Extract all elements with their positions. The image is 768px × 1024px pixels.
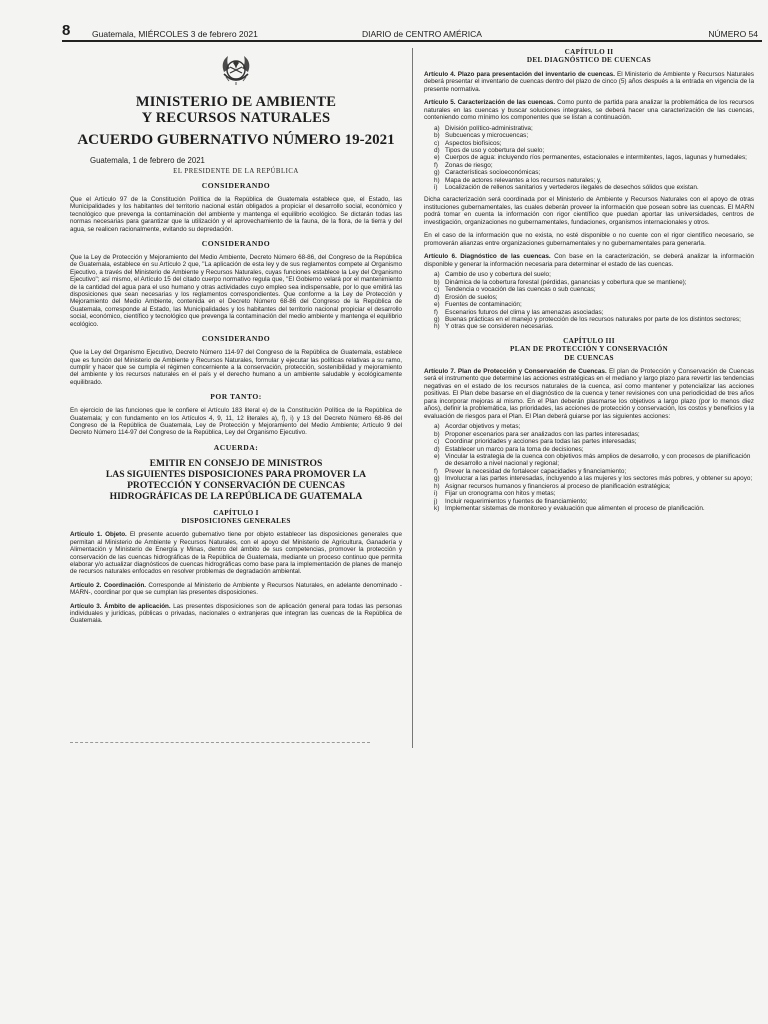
list-item-letter: g) [434,475,440,483]
chapter-heading [424,48,754,65]
list-item-letter: a) [434,271,440,279]
acuerdo-title: ACUERDO GUBERNATIVO NÚMERO 19-2021 [77,132,395,148]
chapter-subtitle: PLAN DE PROTECCIÓN Y CONSERVACIÓN [510,345,668,354]
list-item-text: Involucrar a las partes interesadas, incluyendo a las mujeres y los sectores más pobres, y obtener su apoyo; [445,475,753,483]
list-item-letter: a) [434,423,440,431]
list-item-letter: b) [434,278,440,286]
list-item-text: Asignar recursos humanos y financieros al proceso de planificación estratégica; [445,482,671,490]
list-item [434,286,754,293]
list-item [434,316,754,323]
list-item-letter: f) [434,308,438,316]
list-item [434,446,754,453]
list-item-text: Buenas prácticas en el manejo y protección de los recursos naturales por parte de los distintos sectores; [445,315,741,323]
article-5-list [424,125,754,192]
article-text: El plan de Protección y Conservación de Cuencas será el instrumento que determine las acciones estratégicas en el mediano y largo plazo para revertir las tendencias negativas en el estado de los recursos naturales de la cuenca, así como mantener y potencializar las acciones positivas. El Plan debe basarse en el diagnóstico de la cuenca y tener revisiones con una periodicidad de tres años para incorporar mejoras al mismo. En el Plan deberán plasmarse los objetivos a largo plazo (por lo menos diez años), definir la problemática, las prioridades, las acciones de protección y conservación, los costos y beneficios y la evaluación de riesgos para el Plan. El Plan deberá guiarse por las siguientes acciones: [424,367,754,420]
chapter-subtitle: DISPOSICIONES GENERALES [181,516,291,525]
chapter-title: CAPÍTULO I [213,508,259,517]
list-item-text: Coordinar prioridades y acciones para todas las partes interesadas; [445,438,637,446]
list-item [434,177,754,184]
chapter-subtitle: DEL DIAGNÓSTICO DE CUENCAS [526,56,652,65]
list-item-text: Tipos de uso y cobertura del suelo; [445,147,545,155]
list-item-text: Aspectos biofísicos; [445,139,502,147]
list-item-text: Erosión de suelos; [445,293,498,301]
emitir-line: EMITIR EN CONSEJO DE MINISTROS [149,457,323,469]
list-item [434,468,754,475]
article-6-list [424,271,754,330]
list-item-letter: b) [434,430,440,438]
article-text: El presente acuerdo gubernativo tiene por objeto establecer las disposiciones generales que permitan al Ministerio de Ambiente y Recursos Naturales, con el apoyo del Ministerio de Agricultura, Ganadería y Alimentación y Ministerio de Energía y Minas, dentro del ámbito de sus competencias, promover la protección y conservación de las cuencas hidrográficas de la República de Guatemala, mediante un proceso continuo que permita elaborar y/o actualizar diagnósticos de cuencas hidrográficas como base para la implementación de planes de manejo de recursos naturales enfocados en resolver problemas de degradación ambiental. [70,531,403,576]
list-item-letter: e) [434,154,440,162]
list-item-letter: g) [434,315,440,323]
list-item-text: Acordar objetivos y metas; [445,423,521,431]
list-item-text: Implementar sistemas de monitoreo y evaluación que alimenten el proceso de planificación. [445,504,705,512]
list-item-text: Y otras que se consideren necesarias. [445,323,554,331]
list-item-letter: e) [434,453,440,461]
article-5 [424,99,754,122]
list-item-letter: h) [434,482,440,490]
article-lead: Artículo 4. Plazo para presentación del inventario de cuencas. [424,70,615,78]
list-item [434,490,754,497]
list-item [434,438,754,445]
article-7-list [424,423,754,512]
emitir-line: PROTECCIÓN Y CONSERVACIÓN DE CUENCAS [127,480,345,492]
list-item-text: Localización de rellenos sanitarios y vertederos ilegales de desechos sólidos que existan. [445,184,699,192]
article-lead: Artículo 5. Caracterización de las cuencas. [424,99,556,107]
list-item [434,154,754,161]
list-item-text: Proponer escenarios para ser analizados con las partes interesadas; [445,430,640,438]
coat-of-arms-icon [216,50,256,90]
chapter-heading [424,337,754,362]
emitir-line: LAS SIGUIENTES DISPOSICIONES PARA PROMOVER LA [105,468,367,480]
article-1 [70,531,402,575]
list-item [434,475,754,482]
list-item-text: Vincular la estrategia de la cuenca con objetivos más amplios de desarrollo, y con procesos de planificación de desarrollo a nivel nacional y regional; [445,453,751,468]
right-column [424,48,754,517]
list-item-text: Escenarios futuros del clima y las amenazas asociadas; [445,308,604,316]
article-lead: Artículo 7. Plan de Protección y Conservación de Cuencas. [424,367,607,375]
list-item-letter: d) [434,293,440,301]
considerando-text: Que la Ley del Organismo Ejecutivo, Decreto Número 114-97 del Congreso de la República de Guatemala, establece que es función del Ministerio de Ambiente y Recursos Naturales, formular y ejecutar las políticas relativas a su ramo, cumplir y hacer que se cumpla el régimen concerniente a la conservación, protección, sostenibilidad y mejoramiento del ambiente y los recursos naturales en el país y el derecho humano a un ambiente saludable y ecológicamente equilibrado. [70,349,402,386]
list-item-letter: k) [434,504,440,512]
list-item-letter: h) [434,176,440,184]
article-6 [424,253,754,268]
chapter-subtitle: DE CUENCAS [564,353,614,362]
por-tanto-heading: POR TANTO: [210,392,262,402]
article-text: El Ministerio de Ambiente y Recursos Naturales deberá presentar el inventario de cuencas dentro del plazo de cinco (5) años después a la entrada en vigencia de la presente normativa. [424,70,754,93]
list-item [434,271,754,278]
considerando-heading: CONSIDERANDO [201,181,271,190]
list-item [434,301,754,308]
article-lead: Artículo 1. Objeto. [70,531,127,539]
ministry-name-line2: Y RECURSOS NATURALES [141,110,331,126]
presidente-heading: EL PRESIDENTE DE LA REPÚBLICA [173,168,299,175]
considerando-heading: CONSIDERANDO [201,334,271,344]
list-item [434,140,754,147]
list-item [434,125,754,132]
list-item [434,483,754,490]
list-item-letter: e) [434,301,440,309]
list-item-letter: i) [434,184,438,192]
emitir-heading [70,458,402,503]
list-item [434,498,754,505]
article-text: Con base en la caracterización, se deberá analizar la información disponible y generar la información necesaria para determinar el estado de las cuencas. [424,253,754,268]
list-item-letter: f) [434,467,438,475]
list-item-letter: c) [434,438,440,446]
chapter-heading [70,509,402,526]
considerando-heading: CONSIDERANDO [201,239,271,249]
header-date: Guatemala, MIÉRCOLES 3 de febrero 2021 [92,29,258,39]
por-tanto-text: En ejercicio de las funciones que le confiere el Artículo 183 literal e) de la Constitución Política de la República de Guatemala; y con fundamento en los Artículos 4, 9, 11, 12 literales a), f), i) y 13 del Decreto Número 68-86 del Congreso de la República de Guatemala, Ley de Protección y Mejoramiento del Medio Ambiente; Artículo 9 del Decreto Número 114-97 del Congreso de la República, Ley del Organismo Ejecutivo. [70,407,402,437]
list-item [434,184,754,191]
list-item-text: Establecer un marco para la toma de decisiones; [445,445,584,453]
list-item [434,309,754,316]
issue-number: NÚMERO 54 [708,29,758,39]
list-item-text: Cambio de uso y cobertura del suelo; [445,271,551,279]
list-item [434,453,754,468]
chapter-title: CAPÍTULO II [564,48,614,56]
list-item-letter: c) [434,139,440,147]
list-item [434,162,754,169]
list-item-letter: a) [434,124,440,132]
list-item-text: Incluir requerimientos y fuentes de financiamiento; [445,497,588,505]
list-item-text: Características socioeconómicas; [445,169,541,177]
list-item-text: Tendencia o vocación de las cuencas o sub cuencas; [445,286,596,294]
article-lead: Artículo 6. Diagnóstico de las cuencas. [424,253,551,261]
list-item [434,294,754,301]
list-item-letter: j) [434,497,438,505]
article-3 [70,603,402,625]
column-divider [412,48,413,748]
article-2 [70,582,402,597]
list-item-letter: f) [434,161,438,169]
emitir-line: HIDROGRÁFICAS DE LA REPÚBLICA DE GUATEMALA [109,491,363,503]
list-item-text: Subcuencas y microcuencas; [445,132,529,140]
list-item-letter: i) [434,490,438,498]
list-item [434,132,754,139]
list-item [434,505,754,512]
list-item-text: Prever la necesidad de fortalecer capacidades y financiamiento; [445,467,627,475]
page-header [62,22,762,42]
list-item-text: Dinámica de la cobertura forestal (pérdidas, ganancias y cobertura que se mantiene); [445,278,687,286]
chapter-title: CAPÍTULO III [563,336,615,345]
list-item [434,323,754,330]
list-item-letter: h) [434,323,440,331]
left-column [70,48,402,625]
list-item-text: División político-administrativa; [445,124,533,132]
list-item [434,423,754,430]
newspaper-name: DIARIO de CENTRO AMÉRICA [362,29,482,39]
list-item [434,169,754,176]
list-item-letter: d) [434,147,440,155]
acuerda-heading: ACUERDA: [213,442,259,452]
article-text: Corresponde al Ministerio de Ambiente y Recursos Naturales, en adelante denominado -MARN-, coordinar por que se cumplan las presentes disposiciones. [70,581,402,597]
article-text: Como punto de partida para analizar la problemática de los recursos naturales en las cuencas y buscar soluciones integrales, se deberá hacer una caracterización de las cuencas, conteniendo como mínimo los componentes que se listan a continuación. [424,99,754,122]
considerando-text: Que la Ley de Protección y Mejoramiento del Medio Ambiente, Decreto Número 68-86, del Congreso de la República de Guatemala, establece en su Artículo 2 que, "La aplicación de esta ley y de sus reglamentos compete al Organismo Ejecutivo, a través del Ministerio de Ambiente y Recursos Naturales, cuyas funciones establece la Ley del Organismo Ejecutivo"; así mismo, el Artículo 15 del citado cuerpo normativo regula que, "El Gobierno velará por el mantenimiento de la cantidad del agua para el uso humano y otras actividades cuyo empleo sea indispensable, por lo que emitirá las disposiciones que sean necesarias y los reglamentos correspondientes. Que conforme a la Ley de Protección y Mejoramiento del Medio Ambiente, contenida en el Decreto Número 68-86 del Congreso de la República de Guatemala, corresponde al Estado, las Municipalidades y los habitantes del territorio nacional propiciar el desarrollo social, económico, científico y tecnológico que prevenga la contaminación del medio ambiente y mantenga el equilibrio ecológico. [70,254,402,328]
article-text: Las presentes disposiciones son de aplicación general para todas las personas individuales y jurídicas, públicas o privadas, nacionales o extranjeras que integran las cuencas de la República de Guatemala. [70,602,402,625]
ministry-name-line1: MINISTERIO DE AMBIENTE [135,94,337,110]
list-item [434,147,754,154]
article-5-paragraph: En el caso de la información que no exista, no esté disponible o no cuente con el rigor científico necesario, se promoverán alianzas entre organizaciones gubernamentales y no gubernamentales para generarla. [424,232,754,247]
article-lead: Artículo 2. Coordinación. [70,581,147,589]
page-number: 8 [62,22,71,39]
list-item-letter: d) [434,445,440,453]
list-item-letter: b) [434,132,440,140]
footer-divider [70,742,370,744]
list-item-text: Mapa de actores relevantes a los recursos naturales; y, [445,176,602,184]
list-item-text: Fijar un cronograma con hitos y metas; [445,490,556,498]
article-4 [424,71,754,94]
list-item-text: Cuerpos de agua: incluyendo ríos permanentes, estacionales e intermitentes, lagos, lagunas y humedales; [445,154,747,162]
considerando-text: Que el Artículo 97 de la Constitución Política de la República de Guatemala establece que, el Estado, las Municipalidades y los habitantes del territorio nacional están obligados a propiciar el desarrollo social, económico y tecnológico que prevenga la contaminación del ambiente y mantenga el equilibrio ecológico. Se dictarán todas las normas necesarias para garantizar que la utilización y el aprovechamiento de la fauna, de la flora, de la tierra y del agua, se realicen racionalmente, evitando su depredación. [70,196,402,233]
place-date: Guatemala, 1 de febrero de 2021 [90,156,205,165]
list-item [434,279,754,286]
list-item [434,431,754,438]
article-7 [424,368,754,421]
list-item-letter: g) [434,169,440,177]
article-5-paragraph: Dicha caracterización será coordinada por el Ministerio de Ambiente y Recursos Naturales con el apoyo de otras instituciones gubernamentales, las cuales deberán proveer la información que posean sobre las cuencas. El MARN podrá tomar en cuenta la información con rigor científico que puedan aportar las universidades, centros de investigación, organizaciones no gubernamentales, fundaciones, organismos internacionales y otros. [424,196,754,226]
article-lead: Artículo 3. Ámbito de aplicación. [70,602,171,610]
list-item-text: Fuentes de contaminación; [445,301,522,309]
list-item-letter: c) [434,286,440,294]
list-item-text: Zonas de riesgo; [445,161,493,169]
